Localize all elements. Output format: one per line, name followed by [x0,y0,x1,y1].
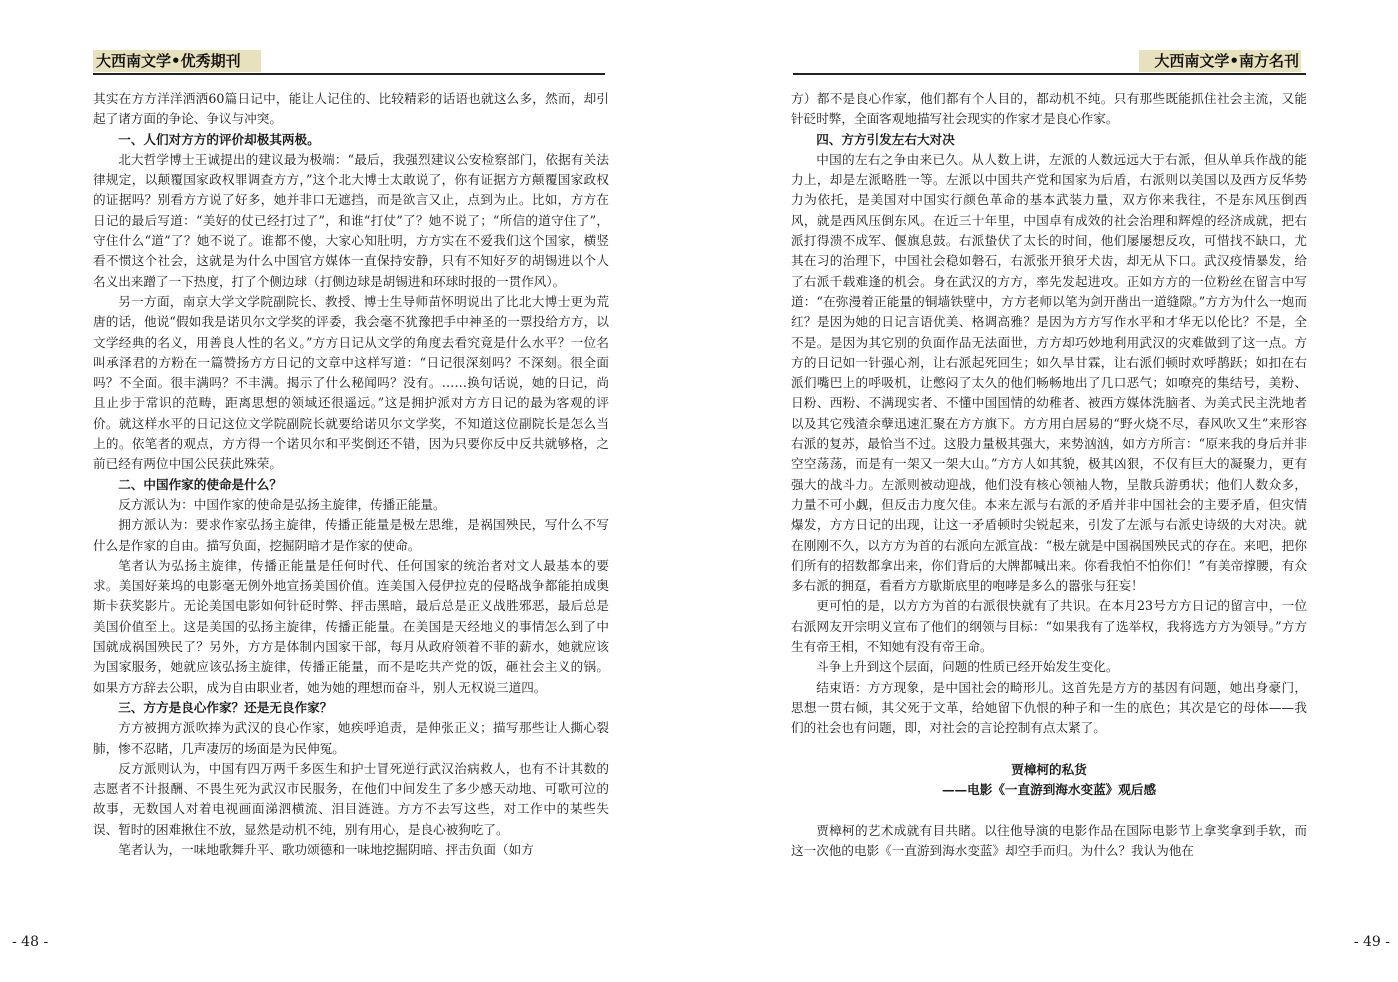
paragraph: 另一方面，南京大学文学院副院长、教授、博士生导师苗怀明说出了比北大博士更为荒唐的话，他说“假如我是诺贝尔文学奖的评委，我会毫不犹豫把手中神圣的一票投给方方，以文学经典的名义，用善良人性的名义。”方方日记从文学的角度去看究竟是什么水平？一位名叫承泽君的方粉在一篇赞扬方方日记的文章中这样写道：“日记很深刻吗？不深刻。很全面吗？不全面。很丰满吗？不丰满。揭示了什么秘闻吗？没有。……换句话说，她的日记，尚且止步于常识的范畴，距离思想的领域还很遥远。”这是拥护派对方方日记的最为客观的评价。就这样水平的日记这位文学院副院长就要给诺贝尔文学奖，不知道这位副院长是怎么当上的。依笔者的观点，方方得一个诺贝尔和平奖倒还不错，因为只要你反中反共就够格，之前已经有两位中国公民获此殊荣。 [93,293,609,472]
article-title: 贾樟柯的私货 [1011,761,1087,777]
section-heading: 三、方方是良心作家？还是无良作家？ [118,699,333,715]
paragraph: 笔者认为弘扬主旋律，传播正能量是任何时代、任何国家的统治者对文人最基本的要求。美国好莱坞的电影毫无例外地宣扬美国价值。连美国入侵伊拉克的侵略战争都能拍成奥斯卡获奖影片。无论美国电影如何针砭时弊、抨击黑暗，最后总是正义战胜邪恶，最后总是美国价值至上。这是美国的弘扬主旋律，传播正能量。在美国是天经地义的事情怎么到了中国就成祸国殃民了？另外，方方是体制内国家干部，每月从政府领着不菲的薪水，她就应该为国家服务，她就应该弘扬主旋律，传播正能量，而不是吃共产党的饭，砸社会主义的锅。如果方方辞去公职，成为自由职业者，她为她的理想而奋斗，别人无权说三道四。 [93,557,609,695]
paragraph: 笔者认为，一味地歌舞升平、歌功颂德和一味地挖掘阴暗、抨击负面（如方 [118,841,534,857]
paragraph: 方）都不是良心作家，他们都有个人目的，都动机不纯。只有那些既能抓住社会主流，又能针砭时弊，全面客观地描写社会现实的作家才是良心作家。 [791,91,1307,127]
paragraph: 其实在方方洋洋洒洒60篇日记中，能让人记住的、比较精彩的话语也就这么多，然而，却引起了诸方面的争论、争议与冲突。 [93,91,609,127]
left-text-column [93,89,609,860]
section-heading: 一、人们对方方的评价却极其两极。 [118,131,320,147]
paragraph: 方方被拥方派吹捧为武汉的良心作家，她疾呼追责，是伸张正义；描写那些让人撕心裂肺，惨不忍睹，几声凄厉的场面是为民伸冤。 [93,720,609,756]
right-header-rule [793,73,1306,75]
article-subtitle: ——电影《一直游到海水变蓝》观后感 [941,781,1157,797]
paragraph: 斗争上升到这个层面，问题的性质已经开始发生变化。 [816,659,1119,675]
paragraph: 更可怕的是，以方方为首的右派很快就有了共识。在本月23号方方日记的留言中，一位右派网友开宗明义宣布了他们的纲领与目标：“如果我有了选举权，我将选方方为领导。”方方生有帝王相，不知她有没有帝王命。 [791,598,1307,655]
left-running-header: 大西南文学•优秀期刊 [93,50,261,72]
section-heading: 二、中国作家的使命是什么？ [118,476,282,492]
paragraph: 拥方派认为：要求作家弘扬主旋律，传播正能量是极左思维，是祸国殃民，写什么不写什么是作家的自由。描写负面，挖掘阴暗才是作家的使命。 [93,517,609,553]
left-page-number: - 48 - [12,934,49,950]
left-header-rule [93,73,605,75]
paragraph: 反方派认为：中国作家的使命是弘扬主旋律，传播正能量。 [118,496,446,512]
paragraph: 中国的左右之争由来已久。从人数上讲，左派的人数远远大于右派，但从单兵作战的能力上，却是左派略胜一等。左派以中国共产党和国家为后盾，右派则以美国以及西方反华势力为依托，是美国对中国实行颜色革命的基本武装力量，双方你来我往，不是东风压倒西风，就是西风压倒东风。在近三十年里，中国卓有成效的社会治理和辉煌的经济成就，把右派打得溃不成军、偃旗息鼓。右派蛰伏了太长的时间，他们屡屡想反攻，可惜找不缺口，尤其在习的治理下，中国社会稳如磐石，右派张开狼牙犬齿，却无从下口。武汉疫情暴发，给了右派千载难逢的机会。身在武汉的方方，率先发起进攻。正如方方的一位粉丝在留言中写道：“在弥漫着正能量的铜墙铁壁中，方方老师以笔为剑开凿出一道缝隙。”方方为什么一炮而红？是因为她的日记言语优美、格调高雅？是因为方方写作水平和才华无以伦比？不是，全不是。是因为其它别的负面作品无法面世，方方却巧妙地利用武汉的灾难做到了这一点。方方的日记如一针强心剂，让右派起死回生；如久旱甘霖，让右派们顿时欢呼鹊跃；如扣在右派们嘴巴上的呼吸机，让憋闷了太久的他们畅畅地出了几口恶气；如嘹亮的集结号，美粉、日粉、西粉、不满现实者、不懂中国国情的幼稚者、被西方媒体洗脑者、为美式民主洗地者以及其它残渣余孽迅速汇聚在方方旗下。方方用白居易的“野火烧不尽，春风吹又生”来形容右派的复苏，最恰当不过。这股力量极其强大，来势汹汹，如方方所言：“原来我的身后并非空空荡荡，而是有一架又一架大山。”方方人如其貌，极其凶狠，不仅有巨大的凝聚力，更有强大的战斗力。左派则被动迎战，他们没有核心领袖人物，呈散兵游勇状；他们人数众多，力量不可小觑，但反击力度欠佳。本来左派与右派的矛盾并非中国社会的主要矛盾，但灾情爆发，方方日记的出现，让这一矛盾顿时尖锐起来，引发了左派与右派史诗级的大对决。就在刚刚不久，以方方为首的右派向左派宣战：“极左就是中国祸国殃民式的存在。来吧，把你们所有的招数都拿出来，你们背后的大牌都喊出来。你看我怕不怕你们！”有美帝撑腰，有众多右派的拥趸，看看方方歇斯底里的咆哮是多么的嚣张与狂妄！ [791,151,1307,594]
section-heading: 四、方方引发左右大对决 [816,131,955,147]
paragraph: 反方派则认为，中国有四万两千多医生和护士冒死逆行武汉治病救人，也有不计其数的志愿者不计报酬、不畏生死为武汉市民服务，在他们中间发生了多少感天动地、可歌可泣的故事，无数国人对着电视画面涕泗横流、泪目涟涟。方方不去写这些，对工作中的某些失误、暂时的困难揪住不放，显然是动机不纯，别有用心，是良心被狗吃了。 [93,760,609,837]
right-page-number: - 49 - [1353,934,1390,950]
paragraph: 北大哲学博士王诚提出的建议最为极端：“最后，我强烈建议公安检察部门，依据有关法律规定，以颠覆国家政权罪调查方方，”这个北大博士太敢说了，你有证据方方颠覆国家政权的证据吗？别看方方说了好多，她并非口无遮挡，而是欲言又止，点到为止。比如，方方在日记的最后写道：“美好的仗已经打过了”，和谁“打仗”了？她不说了；“所信的道守住了”，守住什么“道”了？她不说了。谁都不傻，大家心知肚明，方方实在不爱我们这个国家，横竖看不惯这个社会，这就是为什么中国官方媒体一直保持安静，只有不知好歹的胡锡进以个人名义出来蹭了一下热度，打了个侧边球（打侧边球是胡锡进和环球时报的一贯作风）。 [93,151,609,289]
right-text-column [791,89,1307,862]
paragraph: 贾樟柯的艺术成就有目共睹。以往他导演的电影作品在国际电影节上拿奖拿到手软，而这一次他的电影《一直游到海水变蓝》却空手而归。为什么？我认为他在 [791,823,1307,859]
right-running-header: 大西南文学•南方名刊 [1139,50,1301,72]
paragraph: 结束语：方方现象，是中国社会的畸形儿。这首先是方方的基因有问题，她出身豪门，思想一贯右倾，其父死于文革，给她留下仇恨的种子和一生的底色；其次是它的母体——我们的社会也有问题，即，对社会的言论控制有点太紧了。 [791,679,1307,736]
right-page [699,0,1398,982]
